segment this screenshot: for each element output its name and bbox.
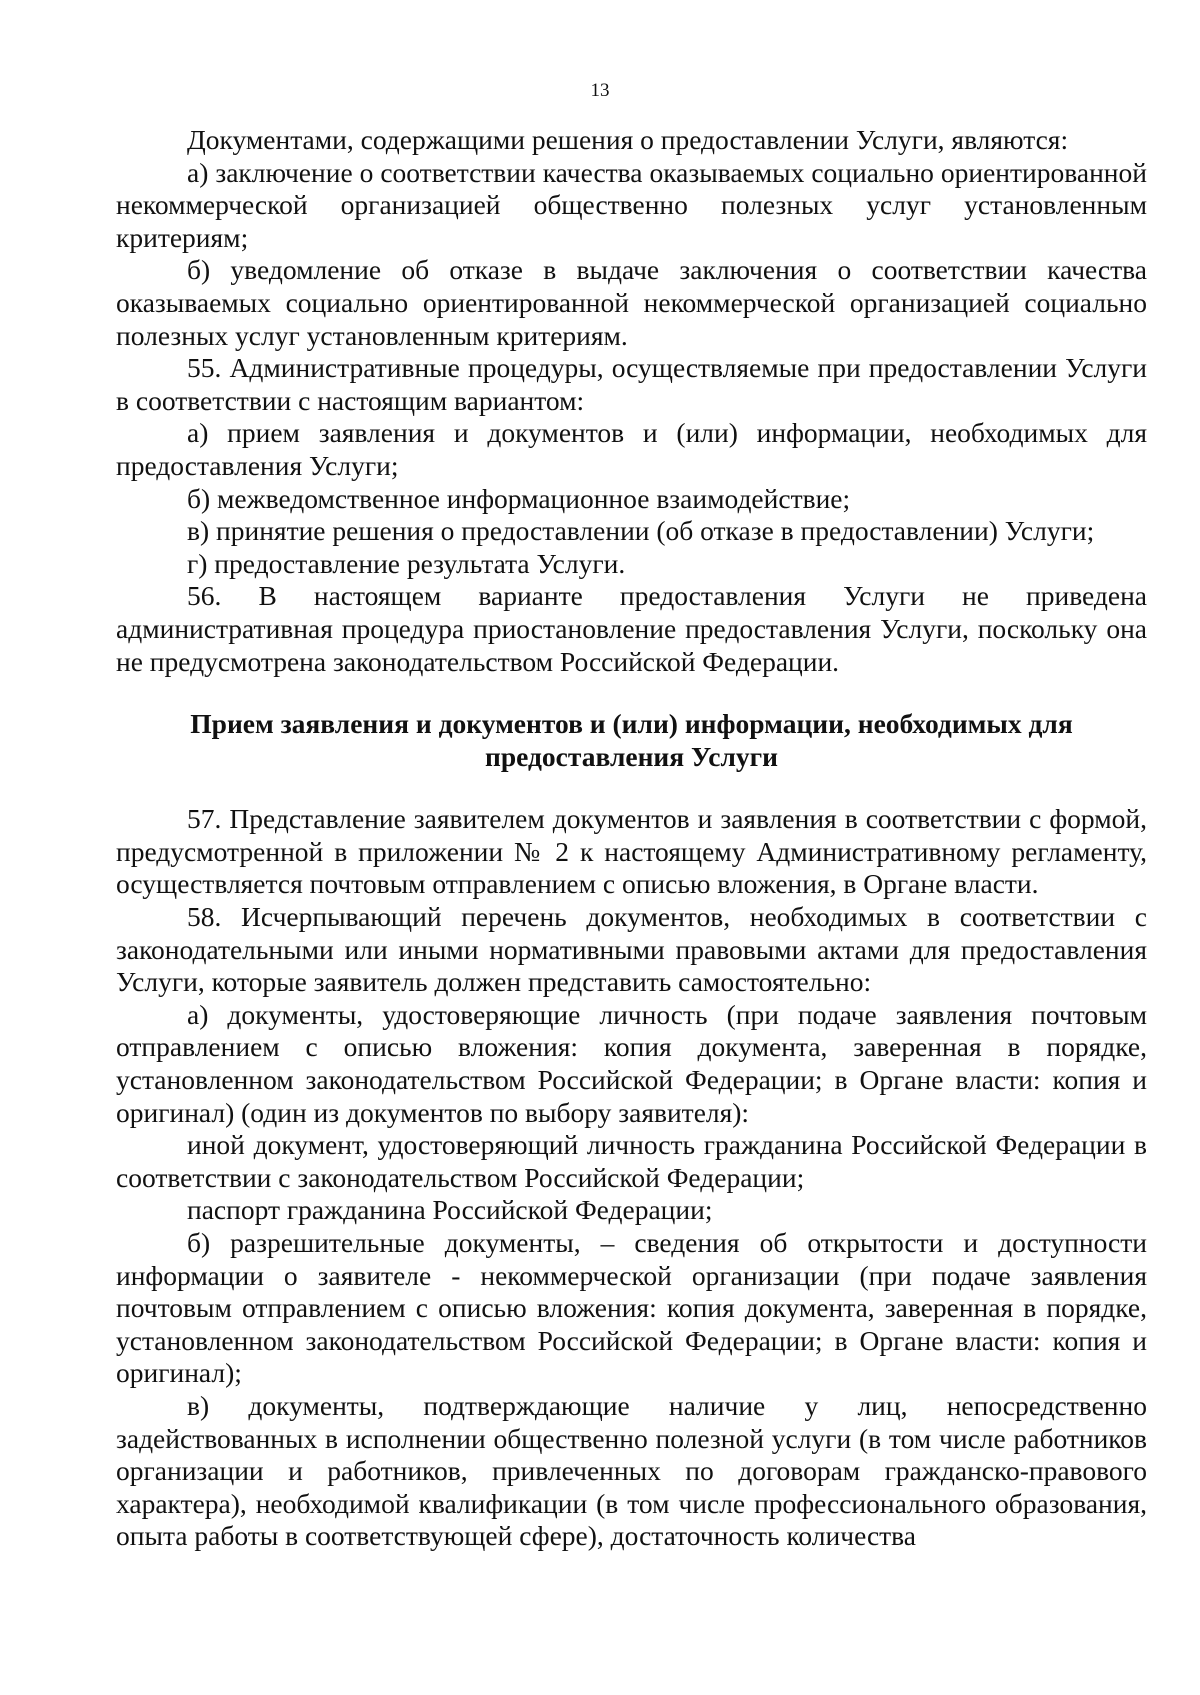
paragraph: а) документы, удостоверяющие личность (при подаче заявления почтовым отправлением с описью вложения: копия документа, заверенная в порядке, установленном законодательством Российской Федерации; в Органе власти: копия и оригинал) (один из документов по выбору заявителя):	[116, 998, 1147, 1128]
spacer	[116, 678, 1147, 708]
paragraph: б) уведомление об отказе в выдаче заключения о соответствии качества оказываемых социально ориентированной некоммерческой организацией социально полезных услуг установленным критериям.	[116, 254, 1147, 351]
section-heading-line: предоставления Услуги	[485, 740, 778, 772]
spacer	[116, 773, 1147, 803]
paragraph: в) документы, подтверждающие наличие у лиц, непосредственно задействованных в исполнении общественно полезной услуги (в том числе работников организации и работников, привлеченных по договорам гражданско-правового характера), необходимой квалификации (в том числе профессионального образования, опыта работы в соответствующей сфере), достаточность количества	[116, 1389, 1147, 1552]
section-heading	[116, 708, 1147, 773]
paragraph: 58. Исчерпывающий перечень документов, необходимых в соответствии с законодательными или иными нормативными правовыми актами для предоставления Услуги, которые заявитель должен представить самостоятельно:	[116, 901, 1147, 998]
section-heading-line: Прием заявления и документов и (или) информации, необходимых для	[190, 708, 1073, 740]
paragraph: в) принятие решения о предоставлении (об отказе в предоставлении) Услуги;	[187, 515, 1095, 547]
paragraph: а) заключение о соответствии качества оказываемых социально ориентированной некоммерческой организацией общественно полезных услуг установленным критериям;	[116, 156, 1147, 253]
paragraph: б) межведомственное информационное взаимодействие;	[187, 482, 851, 514]
paragraph: б) разрешительные документы, – сведения об открытости и доступности информации о заявителе - некоммерческой организации (при подаче заявления почтовым отправлением с описью вложения: копия документа, заверенная в порядке, установленном законодательством Российской Федерации; в Органе власти: копия и оригинал);	[116, 1227, 1147, 1389]
page-number: 13	[590, 80, 610, 101]
document-body	[116, 124, 1147, 1553]
paragraph: а) прием заявления и документов и (или) информации, необходимых для предоставления Услуги;	[116, 417, 1147, 481]
paragraph: 57. Представление заявителем документов и заявления в соответствии с формой, предусмотренной в приложении № 2 к настоящему Административному регламенту, осуществляется почтовым отправлением с описью вложения, в Органе власти.	[116, 803, 1147, 900]
paragraph: 55. Административные процедуры, осуществляемые при предоставлении Услуги в соответствии с настоящим вариантом:	[116, 352, 1147, 416]
paragraph: г) предоставление результата Услуги.	[187, 547, 626, 579]
paragraph: 56. В настоящем варианте предоставления Услуги не приведена административная процедура приостановление предоставления Услуги, поскольку она не предусмотрена законодательством Российской Федерации.	[116, 580, 1147, 677]
paragraph: паспорт гражданина Российской Федерации;	[187, 1194, 713, 1226]
paragraph: иной документ, удостоверяющий личность гражданина Российской Федерации в соответствии с законодательством Российской Федерации;	[116, 1129, 1147, 1193]
paragraph: Документами, содержащими решения о предоставлении Услуги, являются:	[187, 124, 1069, 155]
